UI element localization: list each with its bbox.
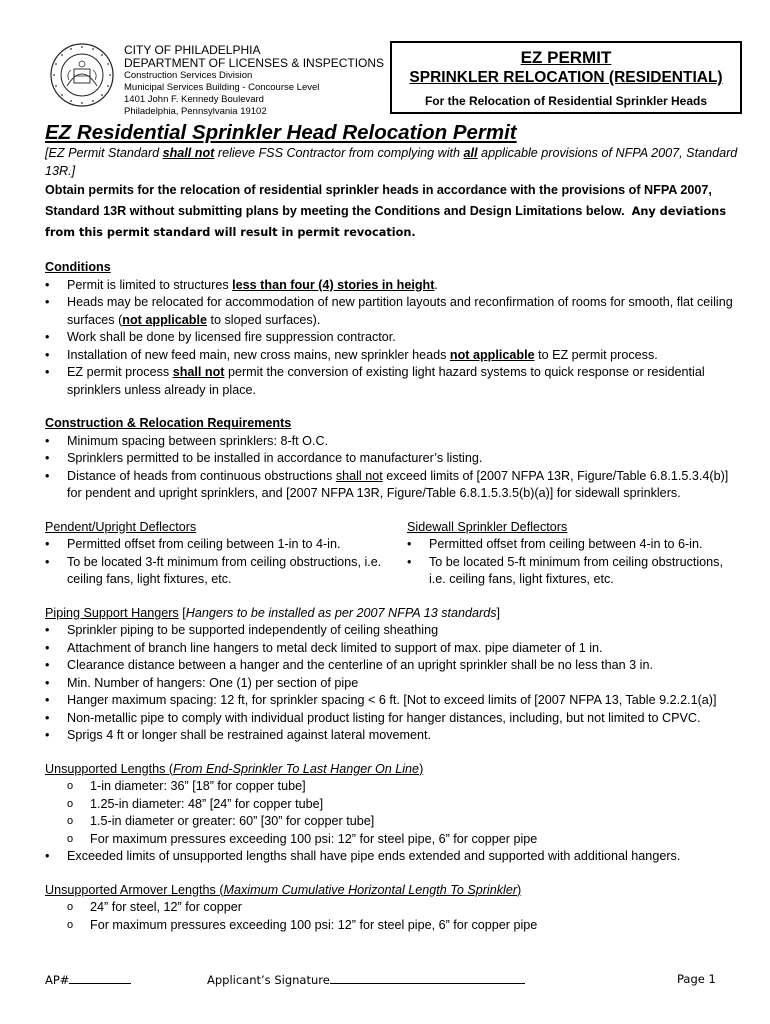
org-department: DEPARTMENT OF LICENSES & INSPECTIONS (124, 56, 385, 70)
org-building: Municipal Services Building - Concourse Level (124, 82, 320, 93)
intro-instructions: Obtain permits for the relocation of residential sprinkler heads in accordance with the provisions of NFPA 2007, Standard 13R without submitting plans by meeting the Conditions and Design Limitations below. Any deviations from this permit standard will result in permit revocation. (45, 183, 727, 239)
list-item: • Permit is limited to structures less than four (4) stories in height. (45, 277, 745, 295)
signature-field[interactable]: Applicant’s Signature (207, 972, 525, 987)
ap-number-line[interactable] (69, 972, 131, 984)
page-title: EZ Residential Sprinkler Head Relocation Permit (45, 121, 517, 144)
list-item: • Non-metallic pipe to comply with individual product listing for hanger distances, including, but not limited to CPVC. (45, 710, 745, 728)
list-item: • Clearance distance between a hanger and the centerline of an upright sprinkler shall be no less than 3 in. (45, 657, 745, 675)
sidewall-heading: Sidewall Sprinkler Deflectors (407, 519, 568, 534)
org-city: CITY OF PHILADELPHIA (124, 43, 261, 57)
box-title: EZ PERMIT (520, 48, 612, 67)
document-body (45, 121, 745, 934)
list-item: • Sprinklers permitted to be installed in accordance to manufacturer’s listing. (45, 450, 745, 468)
list-item: o 1.5-in diameter or greater: 60” [30” for copper tube] (45, 813, 745, 831)
pendent-heading: Pendent/Upright Deflectors (45, 519, 197, 534)
list-item: • To be located 5-ft minimum from ceiling obstructions, i.e. ceiling fans, light fixtures, etc. (407, 554, 737, 589)
list-item: o 24” for steel, 12” for copper (45, 899, 745, 917)
org-division: Construction Services Division (124, 70, 253, 81)
list-item: o 1.25-in diameter: 48” [24” for copper tube] (45, 796, 745, 814)
intro-note: [EZ Permit Standard shall not relieve FSS Contractor from complying with all applicable provisions of NFPA 2007, Standard 13R.] (45, 146, 738, 178)
org-street: 1401 John F. Kennedy Boulevard (124, 94, 264, 105)
list-item: • Hanger maximum spacing: 12 ft, for sprinkler spacing < 6 ft. [Not to exceed limits of [2007 NFPA 13, Table 9.2.2.1(a)] (45, 692, 745, 710)
construction-heading: Construction & Relocation Requirements (45, 416, 292, 430)
page-number: Page 1 (677, 972, 716, 986)
box-description: For the Relocation of Residential Sprinkler Heads (424, 94, 708, 108)
ap-number-field[interactable]: AP# (45, 972, 131, 987)
list-item: • Work shall be done by licensed fire suppression contractor. (45, 329, 745, 347)
org-city-state: Philadelphia, Pennsylvania 19102 (124, 106, 267, 117)
piping-heading: Piping Support Hangers [Hangers to be installed as per 2007 NFPA 13 standards] (45, 605, 501, 620)
list-item: • To be located 3-ft minimum from ceiling obstructions, i.e. ceiling fans, light fixtures, etc. (45, 554, 407, 589)
list-item: • Distance of heads from continuous obstructions shall not exceed limits of [2007 NFPA 13R, Figure/Table 6.8.1.5.3.4(b)] for pendent and upright sprinklers, and [2007 NFPA 13R, Figure/Table 6.8.1.5.3.5(b)(a)] for sidewall sprinklers. (45, 468, 745, 503)
department-info (124, 44, 384, 118)
armover-heading: Unsupported Armover Lengths (Maximum Cumulative Horizontal Length To Sprinkler) (45, 882, 522, 897)
list-item: • Installation of new feed main, new cross mains, new sprinkler heads not applicable to EZ permit process. (45, 347, 745, 365)
list-item: • Exceeded limits of unsupported lengths shall have pipe ends extended and supported with additional hangers. (45, 848, 745, 866)
list-item: o 1-in diameter: 36” [18” for copper tube] (45, 778, 745, 796)
city-seal-logo (49, 42, 115, 108)
list-item: • Heads may be relocated for accommodation of new partition layouts and reconfirmation of rooms for smooth, flat ceiling surfaces (not applicable to sloped surfaces). (45, 294, 745, 329)
signature-line[interactable] (330, 972, 525, 984)
box-subtitle: SPRINKLER RELOCATION (RESIDENTIAL) (409, 69, 723, 86)
deflectors-section (45, 519, 745, 589)
list-item: o For maximum pressures exceeding 100 psi: 12” for steel pipe, 6” for copper pipe (45, 831, 745, 849)
conditions-heading: Conditions (45, 260, 111, 274)
list-item: • EZ permit process shall not permit the conversion of existing light hazard systems to quick response or residential sprinklers unless already in place. (45, 364, 745, 399)
permit-title-box (390, 41, 742, 114)
sidewall-column (407, 519, 737, 589)
list-item: o For maximum pressures exceeding 100 psi: 12” for steel pipe, 6” for copper pipe (45, 917, 745, 935)
conditions-section (45, 259, 745, 399)
pendent-column (45, 519, 407, 589)
unsupported-heading: Unsupported Lengths (From End-Sprinkler To Last Hanger On Line) (45, 761, 424, 776)
armover-section (45, 882, 745, 935)
list-item: • Permitted offset from ceiling between 1-in to 4-in. (45, 536, 407, 554)
unsupported-section (45, 761, 745, 866)
piping-section (45, 605, 745, 745)
list-item: • Sprinkler piping to be supported independently of ceiling sheathing (45, 622, 745, 640)
construction-section (45, 415, 745, 503)
list-item: • Minimum spacing between sprinklers: 8-ft O.C. (45, 433, 745, 451)
list-item: • Permitted offset from ceiling between 4-in to 6-in. (407, 536, 737, 554)
list-item: • Attachment of branch line hangers to metal deck limited to support of max. pipe diameter of 1 in. (45, 640, 745, 658)
list-item: • Sprigs 4 ft or longer shall be restrained against lateral movement. (45, 727, 745, 745)
list-item: • Min. Number of hangers: One (1) per section of pipe (45, 675, 745, 693)
